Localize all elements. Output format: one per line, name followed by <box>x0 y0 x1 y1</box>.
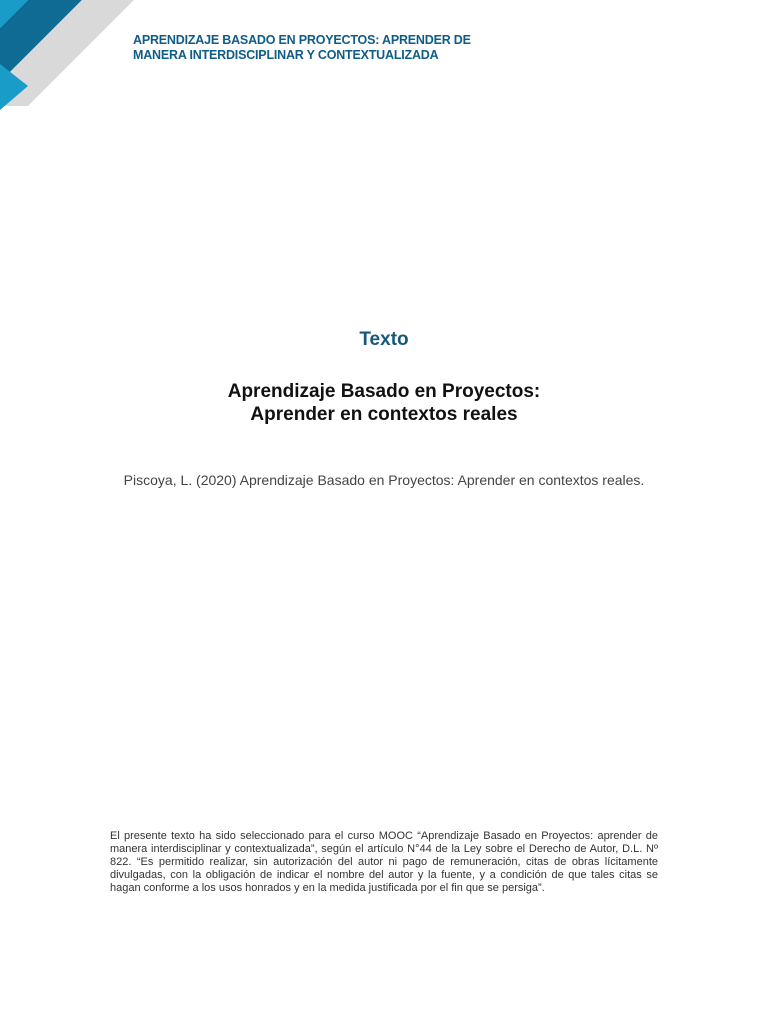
course-header-title <box>133 33 553 63</box>
document-title <box>0 380 768 426</box>
course-header-title-line1: APRENDIZAJE BASADO EN PROYECTOS: APRENDER DE <box>133 33 471 47</box>
document-title-line1: Aprendizaje Basado en Proyectos: <box>227 381 541 402</box>
section-label: Texto <box>359 329 409 350</box>
citation-text: Piscoya, L. (2020) Aprendizaje Basado en Proyectos: Aprender en contextos reales. <box>123 472 645 488</box>
document-title-line2: Aprender en contextos reales <box>250 404 518 425</box>
copyright-disclaimer: El presente texto ha sido seleccionado para el curso MOOC “Aprendizaje Basado en Proyectos: aprender de manera interdisciplinar y contextualizada”, según el artículo N°44 de la Ley sobre el Derecho de Autor, D.L. Nº 822. “Es permitido realizar, sin autorización del autor ni pago de remuneración, citas de obras lícitamente divulgadas, con la obligación de indicar el nombre del autor y la fuente, y a condición de que tales citas se hagan conforme a los usos honrados y en la medida justificada por el fin que se persiga”. <box>110 830 658 894</box>
course-header-title-line2: MANERA INTERDISCIPLINAR Y CONTEXTUALIZADA <box>133 48 439 62</box>
corner-decoration <box>0 0 140 115</box>
